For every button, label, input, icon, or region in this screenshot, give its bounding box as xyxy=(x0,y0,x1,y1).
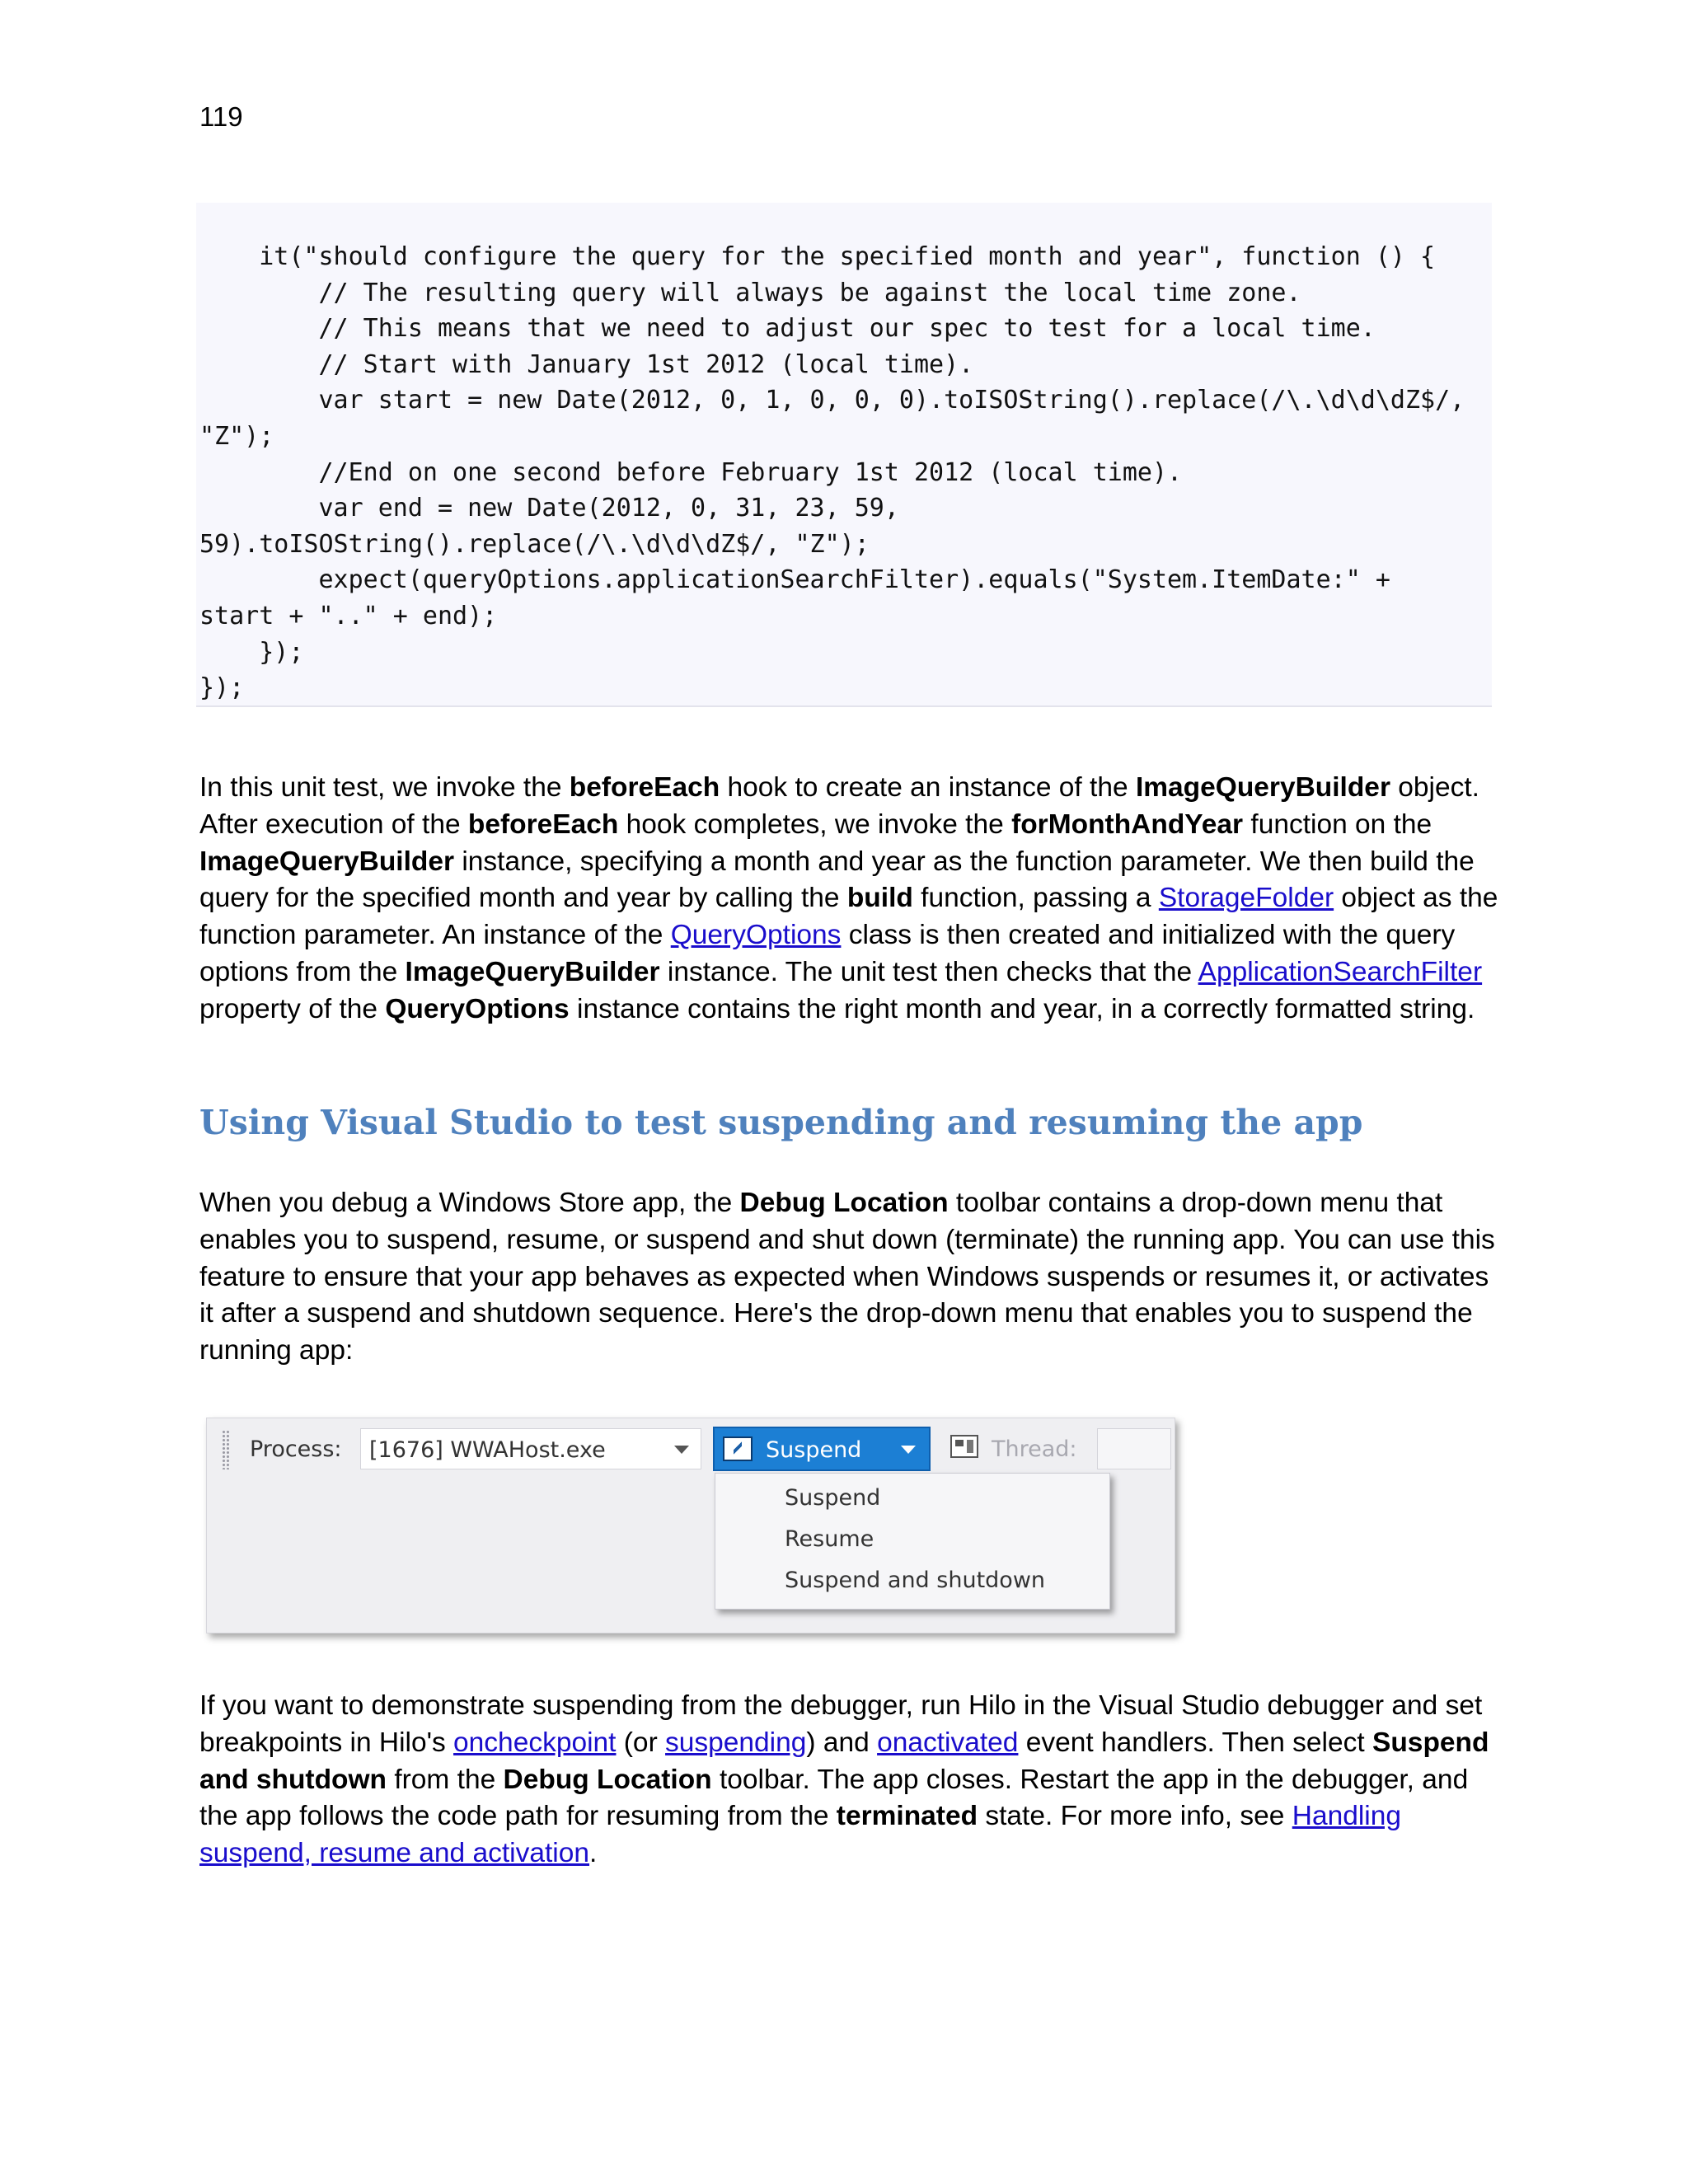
bold-term: ImageQueryBuilder xyxy=(1135,772,1390,803)
link-handling-suspend-resume-activation[interactable]: Handling suspend, resume and activation xyxy=(199,1801,1401,1869)
thread-icon xyxy=(950,1435,978,1458)
process-value: [1676] WWAHost.exe xyxy=(369,1437,606,1463)
menu-item-suspend[interactable]: Suspend xyxy=(785,1485,881,1511)
thread-dropdown[interactable] xyxy=(1097,1428,1171,1469)
bold-term: Debug Location xyxy=(739,1188,949,1218)
bold-term: Suspend and shutdown xyxy=(199,1727,1489,1795)
chevron-down-icon[interactable] xyxy=(901,1446,916,1454)
lifecycle-events-icon xyxy=(723,1436,753,1461)
menu-item-resume[interactable]: Resume xyxy=(785,1526,874,1552)
suspend-dropdown-menu xyxy=(715,1473,1110,1610)
link-queryoptions[interactable]: QueryOptions xyxy=(670,920,842,951)
process-dropdown[interactable] xyxy=(360,1428,701,1469)
bold-term: QueryOptions xyxy=(385,993,570,1024)
bold-term: beforeEach xyxy=(569,772,720,803)
paragraph-debug-location-intro: When you debug a Windows Store app, the Debug Location toolbar contains a drop-down menu that enables you to suspend, resume, or suspend and shut down (terminate) the running app. You can use this feature to ensure that your app behaves as expected when Windows suspends or resumes it, or activates it after a suspend and shutdown sequence. Here's the drop-down menu that enables you to suspend the running app: xyxy=(199,1188,1495,1366)
bold-term: forMonthAndYear xyxy=(1011,808,1244,840)
bold-term: beforeEach xyxy=(467,808,619,840)
bold-term: ImageQueryBuilder xyxy=(199,846,455,877)
bold-term: terminated xyxy=(836,1801,978,1832)
chevron-down-icon[interactable] xyxy=(674,1446,689,1454)
code-listing: it("should configure the query for the specified month and year", function () { // The resulting query will always be against the local time zone. // This means that we need to adjust our spec to test for a local time. // Start with January 1st 2012 (local time). var start = new Date(2012, 0, 1, 0, 0, 0).toISOString().replace(/\.\d\d\dZ$/, "Z"); //End on one second before February 1st 2012 (local time). var end = new Date(2012, 0, 31, 23, 59, 59).toISOString().replace(/\.\d\d\dZ$/, "Z"); expect(queryOptions.applicationSearchFilter).equals("System.ItemDate:" + start + ".." + end); }); }); xyxy=(199,242,1465,703)
bold-term: ImageQueryBuilder xyxy=(405,956,660,987)
bold-term: build xyxy=(846,883,913,914)
bold-term: Debug Location xyxy=(503,1764,712,1795)
link-storagefolder[interactable]: StorageFolder xyxy=(1158,883,1334,914)
paragraph-unit-test-explanation: In this unit test, we invoke the beforeEach hook to create an instance of the ImageQueryBuilder object. After execution of the beforeEach hook completes, we invoke the forMonthAndYear function on the ImageQueryBuilder instance, specifying a month and year as the function parameter. We then build the query for the specified month and year by calling the build function, passing a StorageFolder object as the function parameter. An instance of the QueryOptions class is then created and initialized with the query options from the ImageQueryBuilder instance. The unit test then checks that the ApplicationSearchFilter property of the QueryOptions instance contains the right month and year, in a correctly formatted string. xyxy=(199,772,1498,1024)
thread-label: Thread: xyxy=(992,1436,1077,1462)
page-number: 119 xyxy=(199,101,243,132)
menu-item-suspend-and-shutdown[interactable]: Suspend and shutdown xyxy=(785,1568,1046,1593)
link-applicationsearchfilter[interactable]: ApplicationSearchFilter xyxy=(1198,956,1483,987)
link-onactivated[interactable]: onactivated xyxy=(877,1727,1019,1758)
toolbar-grip-icon[interactable] xyxy=(222,1430,230,1469)
section-heading: Using Visual Studio to test suspending and resuming the app xyxy=(199,1103,1363,1142)
debug-location-toolbar-screenshot xyxy=(206,1418,1175,1633)
code-block xyxy=(196,203,1492,707)
paragraph-demonstrate-suspending: If you want to demonstrate suspending from the debugger, run Hilo in the Visual Studio debugger and set breakpoints in Hilo's oncheckpoint (or suspending) and onactivated event handlers. Then select Suspend and shutdown from the Debug Location toolbar. The app closes. Restart the app in the debugger, and the app follows the code path for resuming from the terminated state. For more info, see Handling suspend, resume and activation. xyxy=(199,1690,1489,1869)
suspend-dropdown-button[interactable] xyxy=(713,1427,931,1471)
link-oncheckpoint[interactable]: oncheckpoint xyxy=(453,1727,617,1758)
link-suspending[interactable]: suspending xyxy=(665,1727,807,1758)
process-label: Process: xyxy=(250,1436,342,1462)
suspend-button-label: Suspend xyxy=(766,1437,862,1463)
